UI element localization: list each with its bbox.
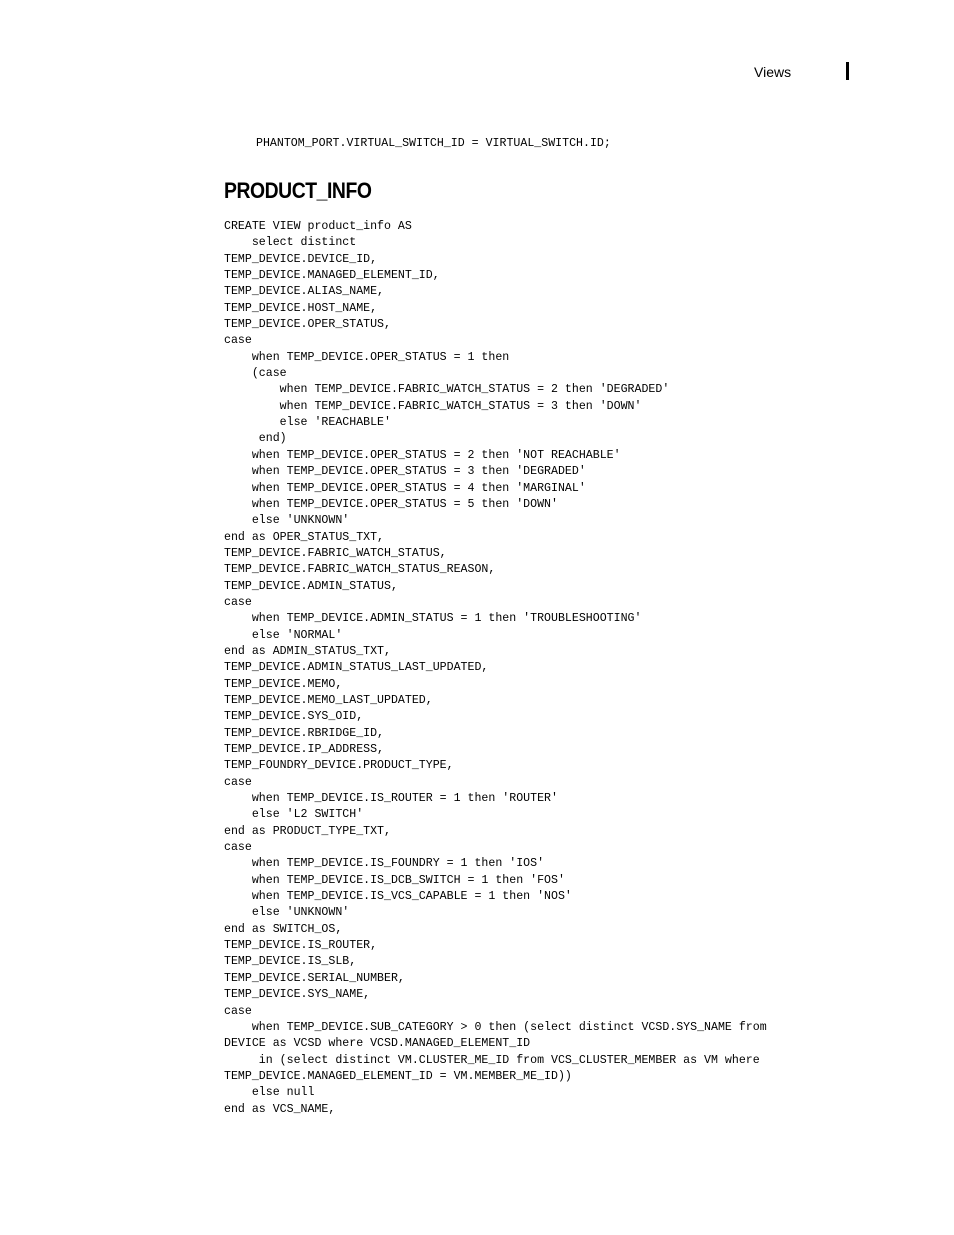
code-line: TEMP_DEVICE.MANAGED_ELEMENT_ID = VM.MEMBER_ME_ID)) (224, 1069, 572, 1083)
code-line: TEMP_DEVICE.ADMIN_STATUS_LAST_UPDATED, (224, 661, 489, 675)
code-line: when TEMP_DEVICE.IS_FOUNDRY = 1 then 'IOS' (224, 857, 545, 871)
code-line: else 'REACHABLE' (224, 416, 391, 430)
code-line: end as OPER_STATUS_TXT, (224, 530, 385, 544)
code-line: case (224, 1004, 252, 1018)
code-line: else 'UNKNOWN' (224, 906, 350, 920)
code-line: when TEMP_DEVICE.SUB_CATEGORY > 0 then (select distinct VCSD.SYS_NAME from (224, 1020, 767, 1034)
code-line: (case (224, 367, 287, 381)
code-line: end as VCS_NAME, (224, 1102, 336, 1116)
code-line: when TEMP_DEVICE.IS_DCB_SWITCH = 1 then 'FOS' (224, 873, 565, 887)
previous-code-block (256, 136, 611, 152)
code-line: TEMP_DEVICE.MANAGED_ELEMENT_ID, (224, 269, 440, 283)
code-line: TEMP_DEVICE.ADMIN_STATUS, (224, 579, 398, 593)
code-line: TEMP_DEVICE.ALIAS_NAME, (224, 285, 385, 299)
code-line: when TEMP_DEVICE.IS_ROUTER = 1 then 'ROUTER' (224, 792, 558, 806)
code-line: TEMP_DEVICE.MEMO, (224, 677, 343, 691)
header-rule (846, 62, 849, 80)
code-line: TEMP_DEVICE.IS_ROUTER, (224, 939, 378, 953)
running-header: Views (754, 64, 792, 80)
code-line: TEMP_FOUNDRY_DEVICE.PRODUCT_TYPE, (224, 759, 454, 773)
code-line: when TEMP_DEVICE.IS_VCS_CAPABLE = 1 then 'NOS' (224, 890, 572, 904)
code-line: TEMP_DEVICE.SYS_NAME, (224, 988, 371, 1002)
code-line: when TEMP_DEVICE.OPER_STATUS = 1 then (224, 350, 510, 364)
code-line: TEMP_DEVICE.FABRIC_WATCH_STATUS, (224, 546, 447, 560)
code-line: when TEMP_DEVICE.FABRIC_WATCH_STATUS = 3 then 'DOWN' (224, 399, 642, 413)
code-line: else 'UNKNOWN' (224, 514, 350, 528)
code-line: CREATE VIEW product_info AS (224, 220, 412, 233)
code-line: DEVICE as VCSD where VCSD.MANAGED_ELEMENT_ID (224, 1037, 531, 1051)
code-line: case (224, 334, 252, 348)
code-line: TEMP_DEVICE.RBRIDGE_ID, (224, 726, 385, 740)
code-line: else null (224, 1086, 315, 1100)
section-title: PRODUCT_INFO (224, 178, 372, 203)
code-line: TEMP_DEVICE.FABRIC_WATCH_STATUS_REASON, (224, 563, 496, 577)
code-line: TEMP_DEVICE.IP_ADDRESS, (224, 743, 385, 756)
code-line: case (224, 841, 252, 855)
code-line: when TEMP_DEVICE.OPER_STATUS = 5 then 'DOWN' (224, 497, 558, 511)
code-line: when TEMP_DEVICE.OPER_STATUS = 3 then 'DEGRADED' (224, 465, 586, 479)
code-line: else 'L2 SWITCH' (224, 808, 364, 822)
code-line: when TEMP_DEVICE.OPER_STATUS = 2 then 'NOT REACHABLE' (224, 448, 621, 462)
code-line: case (224, 775, 252, 789)
code-block (224, 219, 854, 1118)
code-line: end as SWITCH_OS, (224, 922, 343, 936)
code-line: case (224, 595, 252, 609)
code-line: end as ADMIN_STATUS_TXT, (224, 644, 391, 658)
code-line: TEMP_DEVICE.MEMO_LAST_UPDATED, (224, 693, 433, 707)
code-line: TEMP_DEVICE.SERIAL_NUMBER, (224, 971, 405, 985)
code-line: end) (224, 432, 287, 446)
code-line: end as PRODUCT_TYPE_TXT, (224, 824, 391, 838)
code-line: TEMP_DEVICE.IS_SLB, (224, 955, 357, 969)
code-line: TEMP_DEVICE.SYS_OID, (224, 710, 364, 724)
code-line: PHANTOM_PORT.VIRTUAL_SWITCH_ID = VIRTUAL_SWITCH.ID; (256, 137, 611, 150)
code-line: select distinct (224, 236, 357, 250)
code-line: when TEMP_DEVICE.FABRIC_WATCH_STATUS = 2 then 'DEGRADED' (224, 383, 670, 397)
code-line: else 'NORMAL' (224, 628, 343, 642)
code-line: TEMP_DEVICE.OPER_STATUS, (224, 318, 391, 332)
code-line: in (select distinct VM.CLUSTER_ME_ID from VCS_CLUSTER_MEMBER as VM where (224, 1053, 760, 1067)
code-line: when TEMP_DEVICE.OPER_STATUS = 4 then 'MARGINAL' (224, 481, 586, 495)
code-line: when TEMP_DEVICE.ADMIN_STATUS = 1 then 'TROUBLESHOOTING' (224, 612, 642, 626)
code-line: TEMP_DEVICE.HOST_NAME, (224, 301, 378, 315)
code-line: TEMP_DEVICE.DEVICE_ID, (224, 252, 378, 266)
